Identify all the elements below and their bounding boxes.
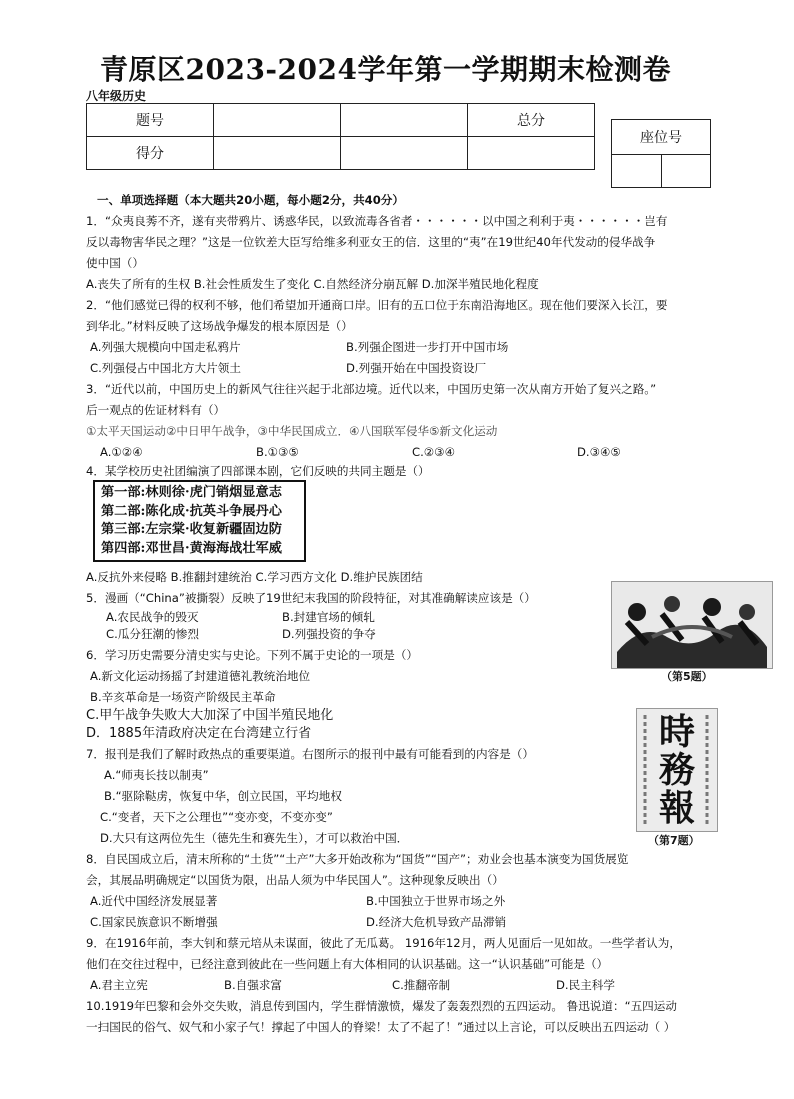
play-item: 第三部:左宗棠·收复新疆固边防	[101, 522, 282, 537]
q9-stem: 他们在交往过程中，已经注意到彼此在一些问题上有大体相同的认识基础。这一“认识基础”可能是（）	[86, 957, 609, 971]
q7-option-d: D.大只有这两位先生（德先生和赛先生），才可以救治中国．	[100, 831, 409, 845]
q5-cartoon-image	[611, 581, 773, 669]
play-item: 第四部:邓世昌·黄海海战壮军威	[101, 540, 282, 556]
q2-stem: 到华北。”材料反映了这场战争爆发的根本原因是（）	[86, 319, 353, 333]
q5-option-a: A.农民战争的毁灭	[106, 610, 199, 624]
q3-stem: 3．“近代以前，中国历史上的新风气往往兴起于北部边境。近代以来，中国历史第一次从南方开始了复兴之路。”	[86, 382, 657, 396]
cartoon-illustration	[612, 582, 772, 668]
seat-number-label: 座位号	[612, 120, 711, 155]
q3-items: ①太平天国运动②中日甲午战争，③中华民国成立．④八国联军侵华⑤新文化运动	[86, 424, 498, 438]
question-number-label: 题号	[87, 104, 214, 137]
exam-title: 青原区2023-2024学年第一学期期末检测卷	[100, 53, 671, 86]
q9-stem: 9．在1916年前，李大钊和蔡元培从未谋面，彼此了无瓜葛。 1916年12月，两人见面后一见如故。一些学者认为，	[86, 936, 681, 950]
play-item: 第二部:陈化成·抗英斗争展丹心	[101, 503, 282, 519]
q10-stem: 10.1919年巴黎和会外交失败，消息传到国内，学生群情激愤，爆发了轰轰烈烈的五四运动。 鲁迅说道：“五四运动	[86, 999, 677, 1013]
q7-caption: （第7题）	[648, 834, 700, 847]
q9-option-b: B.自强求富	[224, 978, 283, 992]
seat-number-box	[611, 119, 711, 188]
q3-option-c: C.②③④	[412, 445, 455, 459]
score-cell[interactable]	[214, 137, 341, 170]
q2-option-c: C.列强侵占中国北方大片领土	[90, 361, 241, 375]
q2-stem: 2．“他们感觉已得的权利不够，他们希望加开通商口岸。旧有的五口位于东南沿海地区。现在他们要深入长江，要	[86, 298, 668, 312]
seat-number-cell[interactable]	[661, 155, 711, 188]
q6-stem: 6．学习历史需要分清史实与史论。下列不属于史论的一项是（）	[86, 648, 419, 662]
score-cell[interactable]	[341, 104, 468, 137]
q9-option-a: A.君主立宪	[90, 978, 148, 992]
q4-play-list	[93, 480, 306, 562]
q7-option-c: C.“变者，天下之公理也”“变亦变，不变亦变”	[100, 810, 333, 824]
q5-option-c: C.瓜分狂潮的惨烈	[106, 627, 199, 641]
total-score-cell[interactable]	[468, 137, 595, 170]
q1-stem: 1．“众夷良莠不齐，遂有夹带鸦片、诱惑华民，以致流毒各省者・・・・・・以中国之利利于夷・・・・・・岂有	[86, 214, 668, 228]
q1-stem: 反以毒物害华民之理？”这是一位钦差大臣写给维多利亚女王的信．这里的“夷”在19世纪40年代发动的侵华战争	[86, 235, 656, 249]
q1-options: A.丧失了所有的生权 B.社会性质发生了变化 C.自然经济分崩瓦解 D.加深半殖民地化程度	[86, 277, 539, 291]
grade-subject: 八年级历史	[86, 89, 147, 103]
q7-option-a: A.“师夷长技以制夷”	[104, 768, 209, 782]
score-cell[interactable]	[341, 137, 468, 170]
q8-stem: 会，其展品明确规定“以国货为限，出品人须为中华民国人”。这种现象反映出（）	[86, 873, 504, 887]
q2-option-a: A.列强大规模向中国走私鸦片	[90, 340, 241, 354]
q4-stem: 4．某学校历史社团编演了四部课本剧，它们反映的共同主题是（）	[86, 464, 430, 478]
q5-stem: 5．漫画（“China”被撕裂）反映了19世纪末我国的阶段特征，对其准确解读应该是（）	[86, 591, 536, 605]
q2-option-d: D.列强开始在中国投资设厂	[346, 361, 487, 375]
q7-newspaper-image	[636, 708, 718, 832]
q8-stem: 8．自民国成立后，清末所称的“土货”“土产”大多开始改称为“国货”“国产”；劝业会也基本演变为国货展览	[86, 852, 629, 866]
q9-option-d: D.民主科学	[556, 978, 615, 992]
q3-option-d: D.③④⑤	[577, 445, 621, 459]
q8-option-b: B.中国独立于世界市场之外	[366, 894, 506, 908]
score-label: 得分	[87, 137, 214, 170]
q9-option-c: C.推翻帝制	[392, 978, 451, 992]
q3-option-a: A.①②④	[100, 445, 143, 459]
section-heading: 一、单项选择题（本大题共20小题，每小题2分，共40分）	[97, 193, 404, 207]
q5-caption: （第5题）	[661, 670, 713, 683]
q10-stem: 一扫国民的俗气、奴气和小家子气！撑起了中国人的脊梁！太了不起了！”通过以上言论，可以反映出五四运动（ ）	[86, 1020, 676, 1034]
q2-option-b: B.列强企图进一步打开中国市场	[346, 340, 509, 354]
q6-option-b: B.辛亥革命是一场资产阶级民主革命	[90, 690, 276, 704]
q8-option-a: A.近代中国经济发展显著	[90, 894, 218, 908]
newspaper-masthead: 時務報	[658, 711, 695, 829]
play-item: 第一部:林则徐·虎门销烟显意志	[101, 485, 282, 500]
q3-option-b: B.①③⑤	[256, 445, 299, 459]
score-cell[interactable]	[214, 104, 341, 137]
q6-option-c: C.甲午战争失败大大加深了中国半殖民地化	[86, 708, 334, 723]
q1-stem: 使中国（）	[86, 256, 144, 270]
q5-option-d: D.列强投资的争夺	[282, 627, 376, 641]
score-table	[86, 103, 595, 170]
seat-number-cell[interactable]	[612, 155, 662, 188]
q8-option-d: D.经济大危机导致产品滞销	[366, 915, 507, 929]
q4-options: A.反抗外来侵略 B.推翻封建统治 C.学习西方文化 D.维护民族团结	[86, 570, 423, 584]
q8-option-c: C.国家民族意识不断增强	[90, 915, 218, 929]
q3-stem: 后一观点的佐证材料有（）	[86, 403, 226, 417]
q7-stem: 7．报刊是我们了解时政热点的重要渠道。右图所示的报刊中最有可能看到的内容是（）	[86, 747, 534, 761]
q6-option-d: D．1885年清政府决定在台湾建立行省	[86, 726, 312, 741]
q7-option-b: B.“驱除鞑虏，恢复中华，创立民国，平均地权	[104, 789, 342, 803]
q5-option-b: B.封建官场的倾轧	[282, 610, 375, 624]
q6-option-a: A.新文化运动扬摇了封建道德礼教统治地位	[90, 669, 311, 683]
total-label: 总分	[468, 104, 595, 137]
